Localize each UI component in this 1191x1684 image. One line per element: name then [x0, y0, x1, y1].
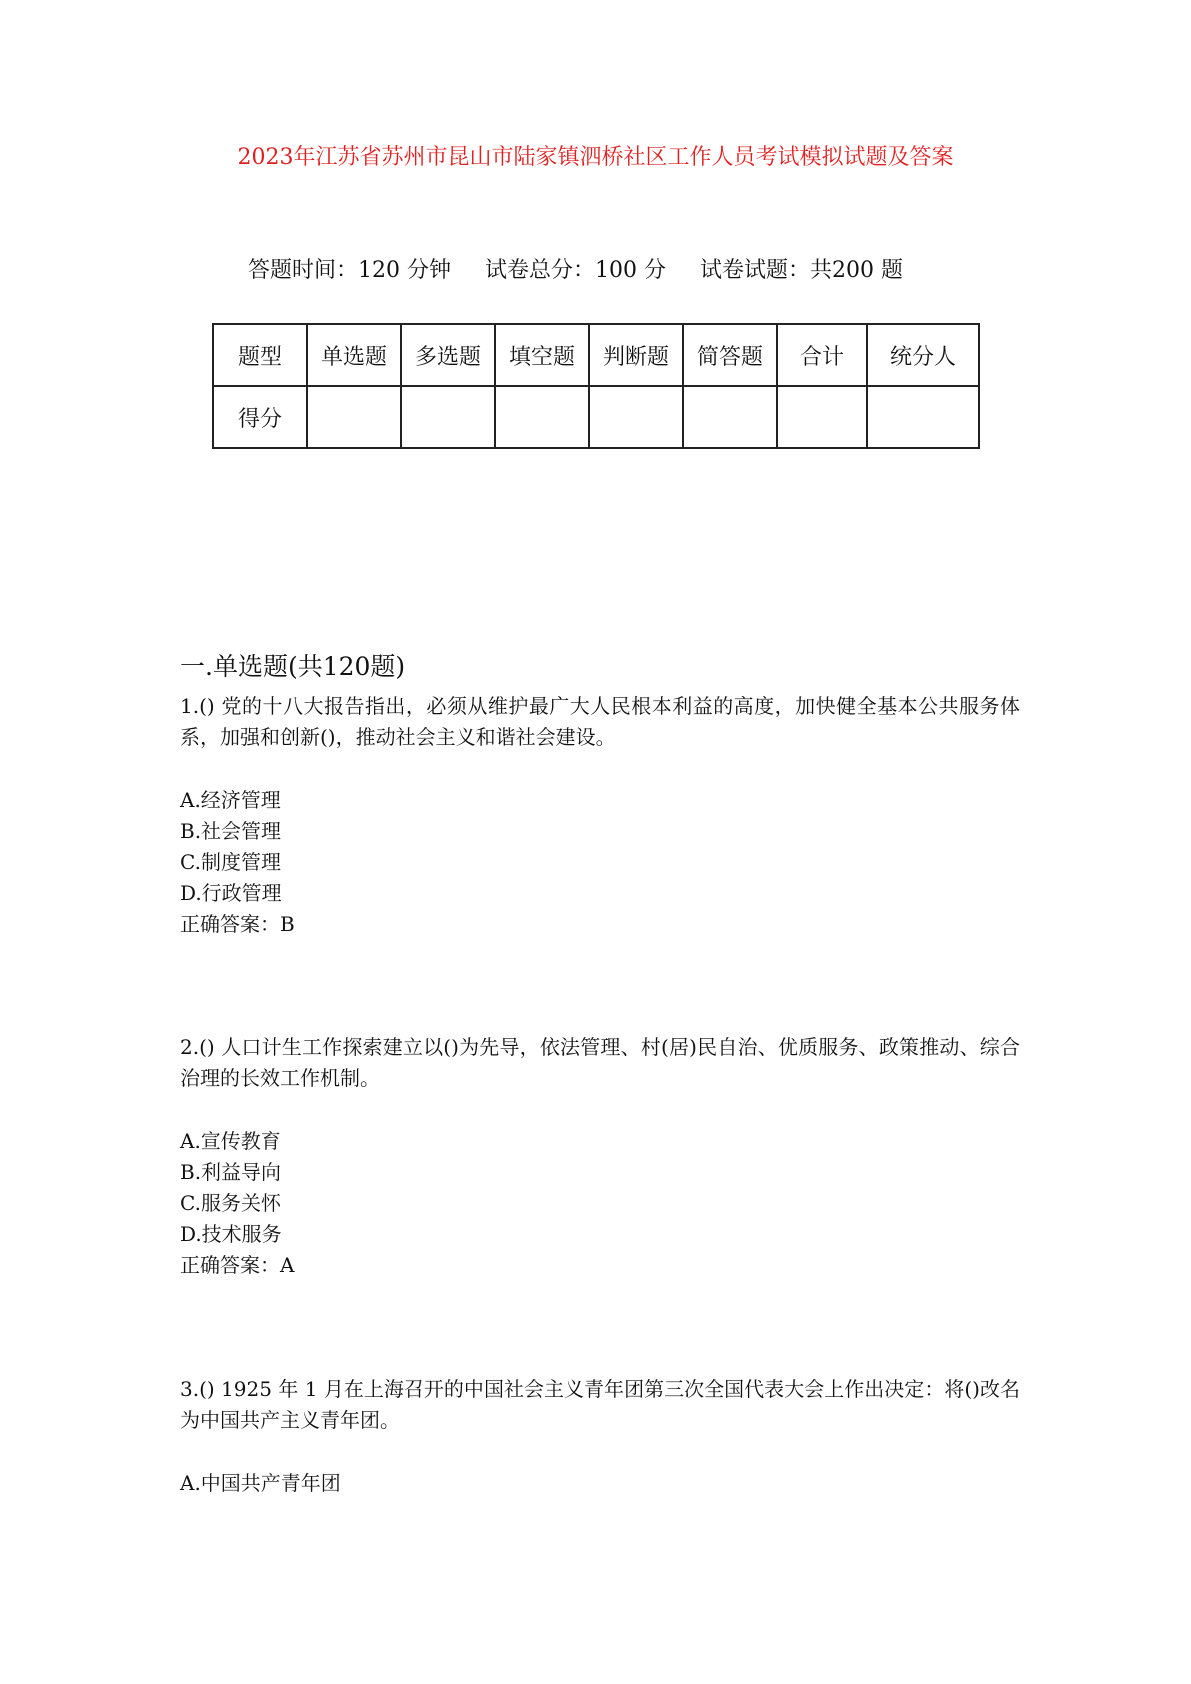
option-c: C.服务关怀 — [180, 1191, 281, 1215]
question-options — [180, 1126, 1020, 1281]
option-a: A.中国共产青年团 — [180, 1471, 341, 1495]
question-stem: 1.() 党的十八大报告指出，必须从维护最广大人民根本利益的高度，加快健全基本公共服务体系，加强和创新()，推动社会主义和谐社会建设。 — [180, 694, 1020, 749]
score-table-header-row — [213, 324, 979, 386]
section-title: 一.单选题(共120题) — [180, 652, 406, 681]
question-stem: 2.() 人口计生工作探索建立以()为先导，依法管理、村(居)民自治、优质服务、政策推动、综合治理的长效工作机制。 — [180, 1035, 1020, 1090]
option-d: D.技术服务 — [180, 1222, 282, 1246]
question-stem: 3.() 1925 年 1 月在上海召开的中国社会主义青年团第三次全国代表大会上作出决定：将()改名为中国共产主义青年团。 — [180, 1377, 1020, 1432]
score-table-header: 合计 — [777, 324, 867, 386]
score-table-header: 简答题 — [683, 324, 777, 386]
score-cell — [401, 386, 495, 448]
score-table-score-row — [213, 386, 979, 448]
page-title: 2023年江苏省苏州市昆山市陆家镇泗桥社区工作人员考试模拟试题及答案 — [237, 145, 954, 170]
question-2 — [180, 1032, 1020, 1281]
score-table-header: 统分人 — [867, 324, 979, 386]
score-table-header: 多选题 — [401, 324, 495, 386]
question-options — [180, 785, 1020, 940]
score-table-header: 填空题 — [495, 324, 589, 386]
score-cell — [777, 386, 867, 448]
question-1 — [180, 691, 1020, 940]
option-b: B.社会管理 — [180, 819, 282, 843]
score-cell — [589, 386, 683, 448]
option-b: B.利益导向 — [180, 1160, 282, 1184]
score-cell — [867, 386, 979, 448]
option-a: A.经济管理 — [180, 788, 281, 812]
score-cell — [683, 386, 777, 448]
question-options — [180, 1468, 1020, 1499]
score-row-label: 得分 — [213, 386, 307, 448]
score-cell — [495, 386, 589, 448]
score-table-header: 单选题 — [307, 324, 401, 386]
exam-info — [248, 253, 903, 284]
exam-question-count: 试卷试题：共200 题 — [700, 258, 903, 283]
correct-answer: 正确答案：A — [180, 1253, 295, 1277]
score-table-header: 判断题 — [589, 324, 683, 386]
exam-total-score: 试卷总分：100 分 — [485, 258, 666, 283]
exam-time: 答题时间：120 分钟 — [248, 258, 451, 283]
option-a: A.宣传教育 — [180, 1129, 281, 1153]
score-cell — [307, 386, 401, 448]
correct-answer: 正确答案：B — [180, 912, 295, 936]
option-c: C.制度管理 — [180, 850, 281, 874]
score-table — [212, 323, 980, 449]
score-table-header: 题型 — [213, 324, 307, 386]
option-d: D.行政管理 — [180, 881, 282, 905]
question-3 — [180, 1374, 1020, 1499]
